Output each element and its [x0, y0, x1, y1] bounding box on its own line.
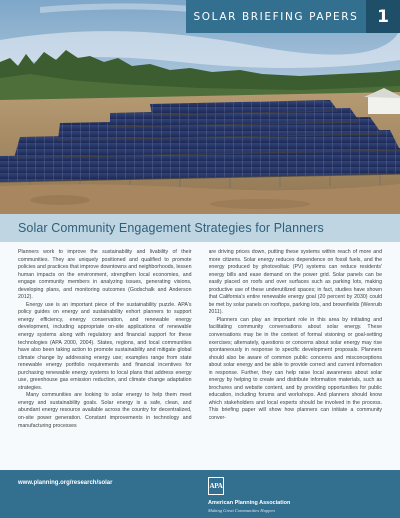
paragraph: Planners work to improve the sustainability and livability of their communities. They are uniquely positioned and qualified to promote policies and practices that improve downtowns and neighborhoods, lessen human impacts on the environment, strengthen local economies, and engage community members in analyzing issues, generating visions, developing plans, and monitoring outcomes (Godschalk and Anderson 2012). — [18, 249, 192, 301]
organization-tagline: Making Great Communities Happen — [208, 508, 275, 513]
footer — [0, 470, 400, 518]
issue-number: 1 — [366, 0, 400, 33]
apa-logo-text: APA — [209, 482, 223, 490]
paragraph: Planners can play an important role in this area by initiating and facilitating community conversations about solar energy. These conversations may be in the context of formal visioning or goal-setting exercises; alternately, questions or concerns about solar energy may rise spontaneously in response to specific development proposals. Planners should also be aware of common public concerns and misconceptions about solar energy and be able to provide correct and current information in response. Further, they can help raise local awareness about solar energy by helping to create and distribute information materials, such as brochures and website content, and by providing opportunities for public education, including forums and workshops. And planners should know which stakeholders and local experts should be involved in the process. This briefing paper will show how planners can initiate a community conver- — [208, 316, 382, 422]
title-band — [0, 214, 400, 242]
series-banner: SOLAR BRIEFING PAPERS — [186, 0, 366, 33]
apa-logo — [208, 477, 224, 495]
body-text — [0, 242, 400, 470]
right-column — [209, 249, 383, 472]
paragraph: are driving prices down, putting these systems within reach of more and more citizens. Solar energy reduces dependence on fossil fuels, and the energy produced by photovoltaic (PV) systems can reduce residents' energy bills and ease demand on the power grid. Solar panels can be easily placed on roofs and over surfaces such as parking lots, making productive use of these underutilized spaces; in fact, studies have shown that California's entire renewable energy goal (20 percent by 2030) could be met by solar panels on rooftops, parking lots, and brownfields (Wenruib 2011). — [208, 249, 382, 316]
organization-name: American Planning Association — [208, 500, 291, 506]
paragraph: Energy use is an important piece of the sustainability puzzle. APA's policy guides on energy and sustainability exhort planners to support energy efficiency, energy conservation, and renewable energy development, including appropriate on-site applications of renewable energy systems along with regulatory and financial support for these technologies (APA 2000, 2004). States, regions, and local communities have also been taking action to promote sustainability and mitigate global climate change by addressing energy use; examples range from state renewable energy portfolio requirements and financial incentives for purchasing renewable energy systems to local plans that address energy use, greenhouse gas emission reduction, and climate change adaptation strategies. — [18, 301, 192, 391]
research-url-link[interactable]: www.planning.org/research/solar — [18, 480, 113, 486]
hero-photo — [0, 0, 400, 214]
left-column — [18, 249, 192, 472]
paragraph: Many communities are looking to solar energy to help them meet energy and sustainability goals. Solar energy is a safe, clean, and abundant energy resource available across the country for decentralized, on-site power generation. Constant improvements in technology and manufacturing processes — [18, 392, 192, 429]
page-title: Solar Community Engagement Strategies for Planners — [18, 221, 324, 235]
